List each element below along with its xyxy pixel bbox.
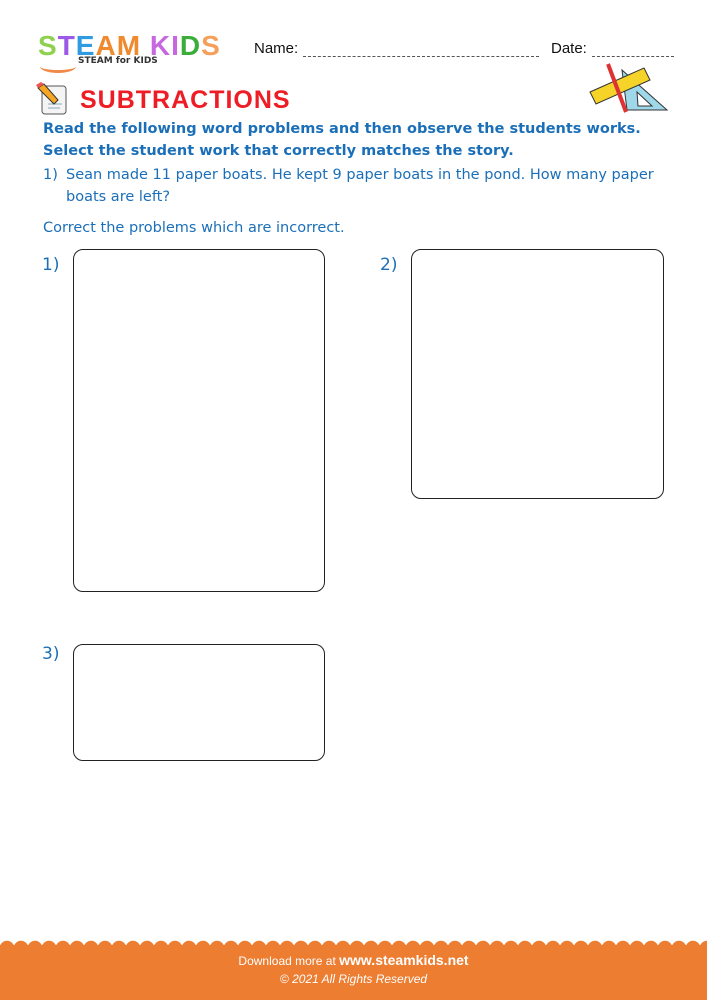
footer [0,945,707,1000]
footer-copyright: © 2021 All Rights Reserved [279,972,428,986]
footer-link[interactable]: www.steamkids.net [339,952,469,968]
date-field[interactable] [551,40,674,57]
box-3-label: 3) [42,644,60,664]
answer-box-3[interactable] [73,644,325,761]
logo-swoosh [40,60,76,73]
ruler-pencil-icon [582,62,674,114]
box-2-label: 2) [380,255,398,275]
logo-letter: M [116,30,142,61]
logo-letter: D [179,30,202,61]
logo-letter: S [201,30,221,61]
download-text: Download more at [238,954,336,968]
logo-letter: A [95,30,117,61]
logo-letter: K [149,30,172,61]
correct-note: Correct the problems which are incorrect. [43,220,345,236]
logo-letter: E [75,30,96,61]
footer-download [0,952,707,968]
answer-box-2[interactable] [411,249,664,499]
date-label: Date: [551,40,587,57]
answer-box-1[interactable] [73,249,325,592]
logo-letter: I [171,30,180,61]
problem-number: 1) [43,167,58,183]
box-1-label: 1) [42,255,60,275]
pencil-paper-icon [36,82,70,116]
problem-text: Sean made 11 paper boats. He kept 9 paper boats in the pond. How many paper boats are left? [66,167,654,205]
logo-subtitle: STEAM for KIDS [78,56,158,66]
logo-letter: S [38,30,58,61]
name-label: Name: [254,40,299,57]
instructions: Read the following word problems and then observe the students works. Select the student work that correctly matches the story. [43,121,641,159]
page-title: SUBTRACTIONS [80,86,291,114]
name-field[interactable] [254,40,539,57]
logo-letter: T [57,30,76,61]
